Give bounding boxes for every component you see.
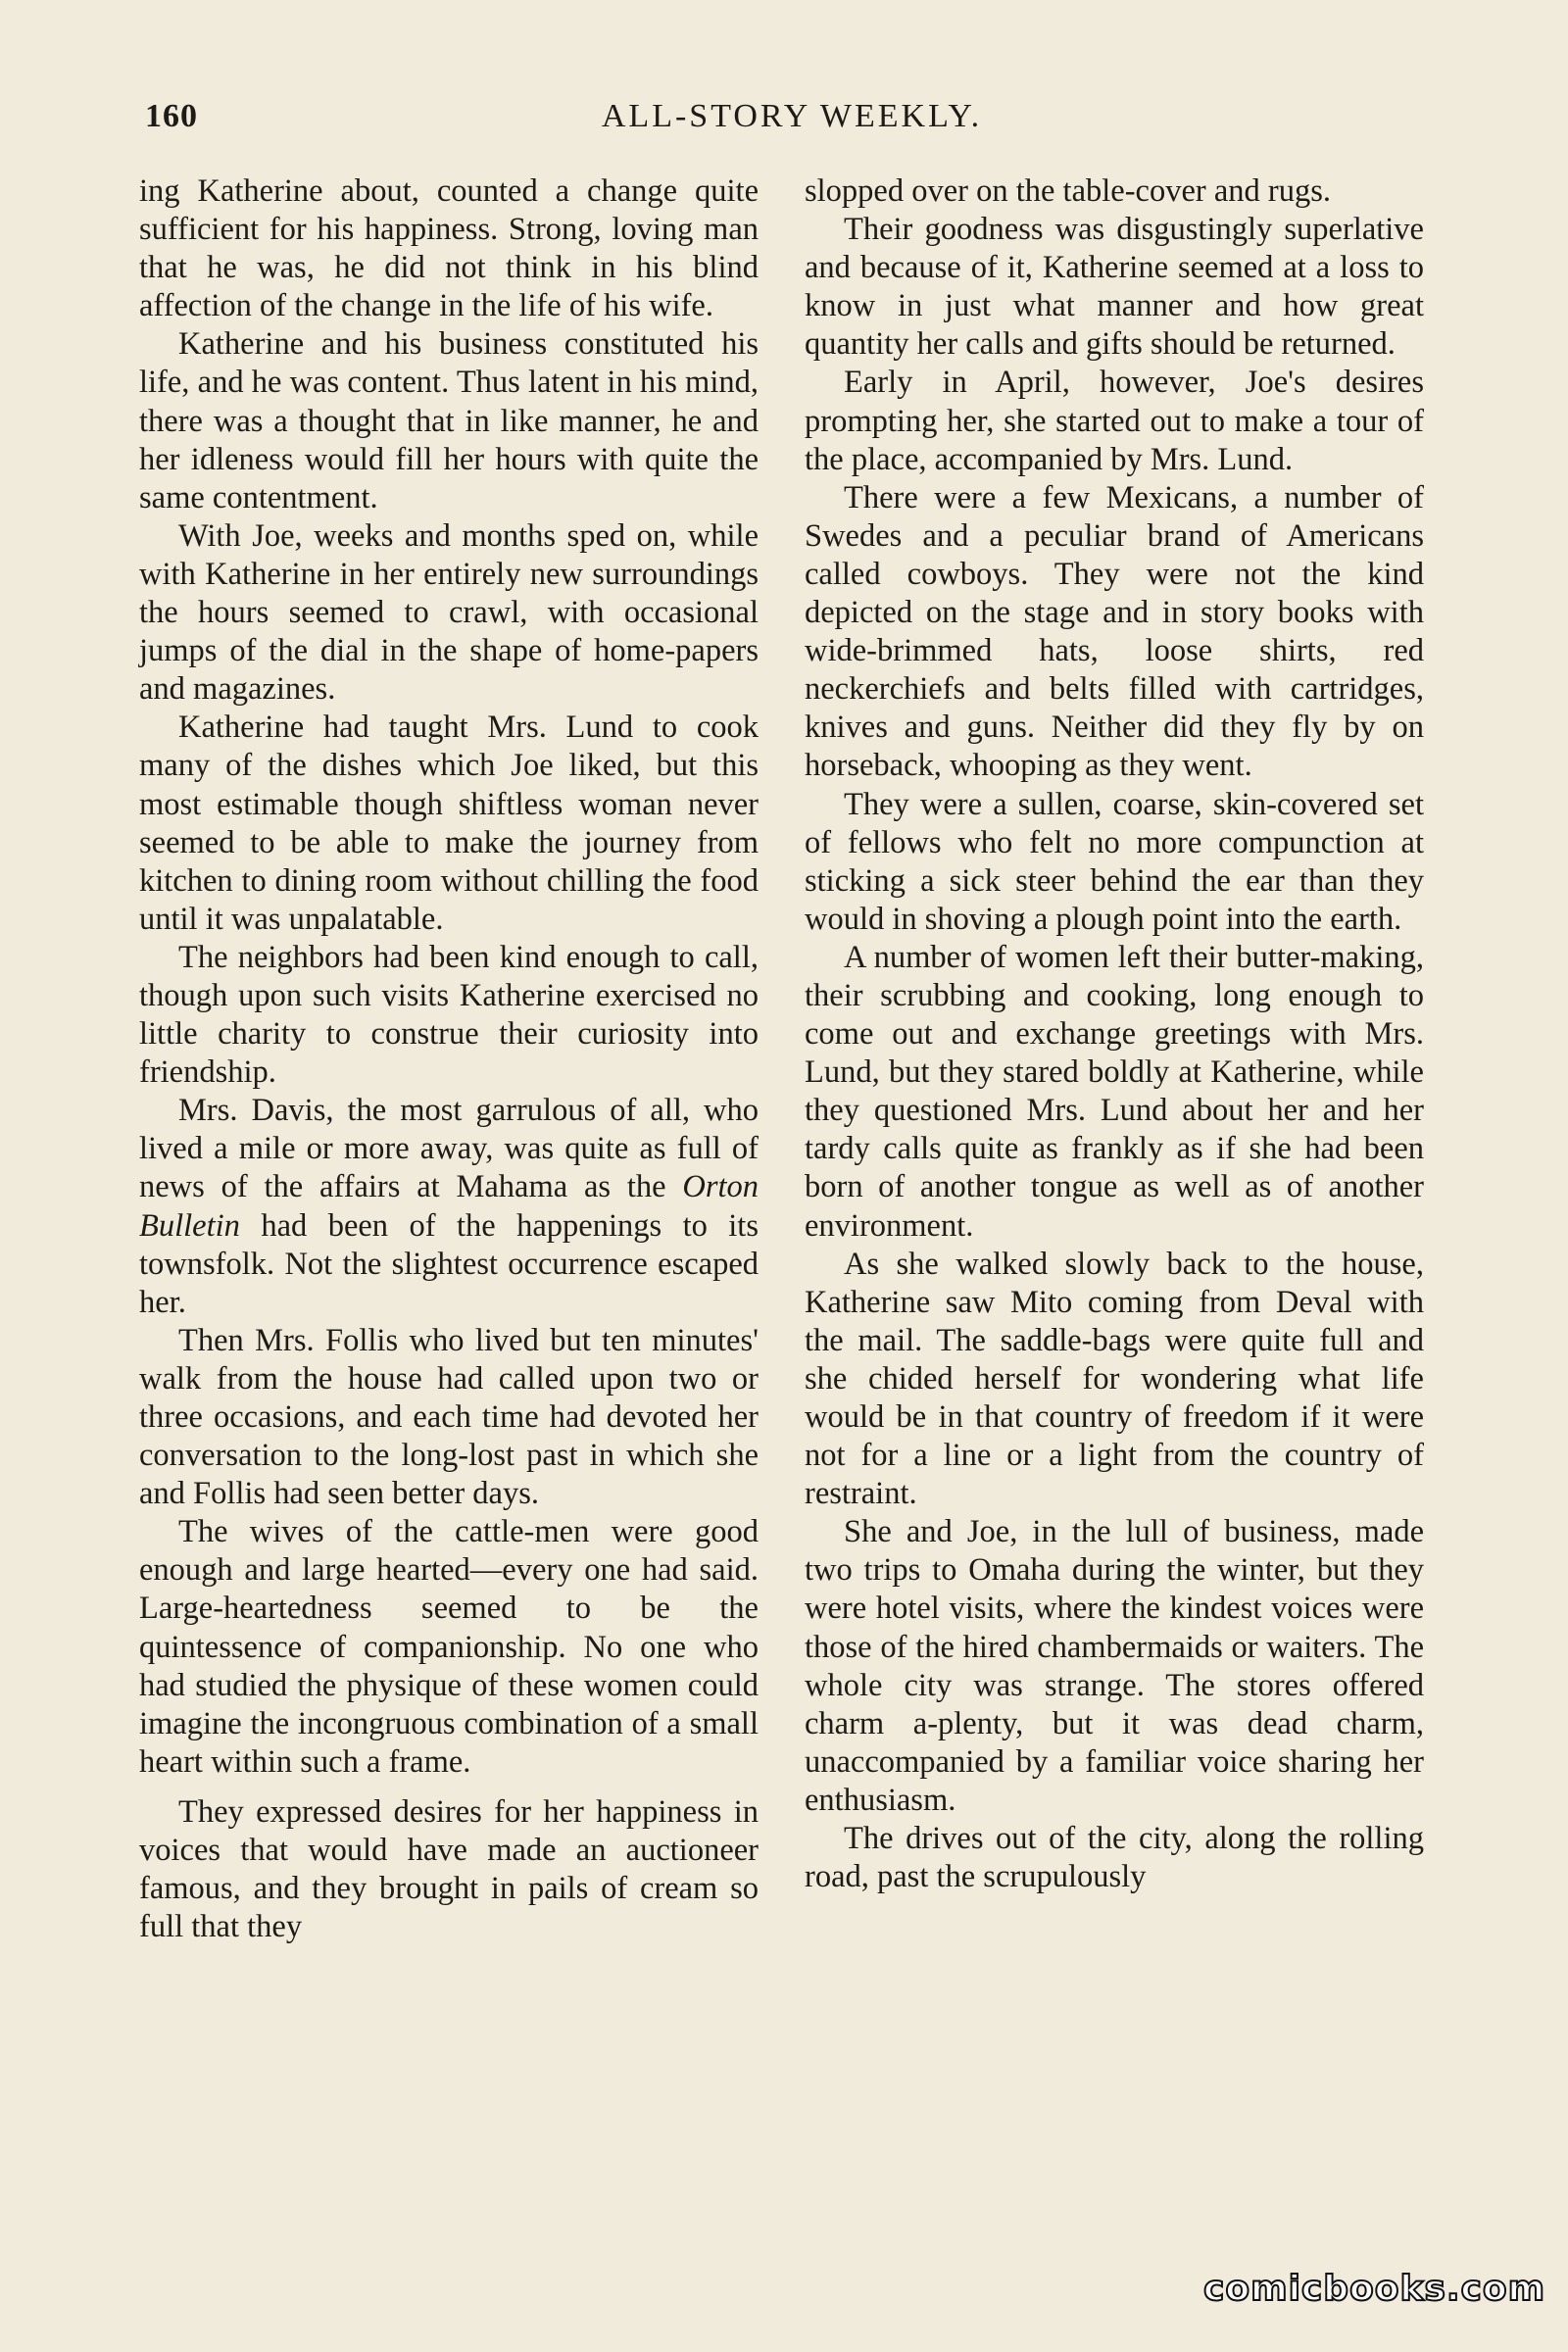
running-title: ALL-STORY WEEKLY.	[601, 98, 983, 134]
paragraph-text: Mrs. Davis, the most garrulous of all, who lived a mile or more away, was quite as full of news of the affairs at Mahama as the	[139, 1093, 759, 1205]
paragraph: Early in April, however, Joe's desires prompting her, she started out to make a tour of the place, accompanied by Mrs. Lund.	[805, 365, 1424, 477]
paragraph: As she walked slowly back to the house, Katherine saw Mito coming from Deval with the mail. The saddle-bags were quite full and she chided herself for wondering what life would be in that country of freedom if it were not for a line or a light from the country of restraint.	[805, 1246, 1424, 1512]
paragraph: slopped over on the table-cover and rugs.	[805, 173, 1331, 209]
paragraph: Katherine had taught Mrs. Lund to cook many of the dishes which Joe liked, but this most estimable though shiftless woman never seemed to be able to make the journey from kitchen to dining room without chilling the food until it was unpalatable.	[139, 710, 759, 937]
paragraph: With Joe, weeks and months sped on, while with Katherine in her entirely new surroundings the hours seemed to crawl, with occasional jumps of the dial in the shape of home-papers and magazines.	[139, 517, 759, 708]
paragraph: Their goodness was disgustingly superlative and because of it, Katherine seemed at a loss to know in just what manner and how great quantity her calls and gifts should be returned.	[805, 212, 1424, 363]
page-header	[145, 98, 1439, 147]
paragraph: The wives of the cattle-men were good enough and large hearted—every one had said. Large-heartedness seemed to be the quintessence of companionship. No one who had studied the physique of these women could imagine the incongruous combination of a small heart within such a frame.	[139, 1514, 759, 1780]
newspaper-title: Orton Bulletin	[139, 1169, 759, 1244]
paragraph: The drives out of the city, along the rolling road, past the scrupulously	[805, 1821, 1424, 1895]
left-column	[139, 172, 759, 1946]
paragraph: A number of women left their butter-making, their scrubbing and cooking, long enough to come out and exchange greetings with Mrs. Lund, but they stared boldly at Katherine, while they questioned Mrs. Lund about her and her tardy calls quite as frankly as if she had been born of another tongue as well as of another environment.	[805, 939, 1424, 1244]
paragraph: They expressed desires for her happiness in voices that would have made an auctioneer famous, and they brought in pails of cream so full that they	[139, 1793, 759, 1945]
watermark-logo: comicbooks.com	[1203, 2269, 1546, 2309]
paragraph: They were a sullen, coarse, skin-covered set of fellows who felt no more compunction at sticking a sick steer behind the ear than they would in shoving a plough point into the earth.	[805, 786, 1424, 937]
page-number: 160	[145, 98, 198, 134]
paragraph: There were a few Mexicans, a number of Swedes and a peculiar brand of Americans called cowboys. They were not the kind depicted on the stage and in story books with wide-brimmed hats, loose shirts, red neckerchiefs and belts filled with cartridges, knives and guns. Neither did they fly by on horseback, whooping as they went.	[805, 479, 1424, 784]
paragraph: Then Mrs. Follis who lived but ten minutes' walk from the house had called upon two or three occasions, and each time had devoted her conversation to the long-lost past in which she and Follis had seen better days.	[139, 1322, 759, 1512]
paragraph: The neighbors had been kind enough to call, though upon such visits Katherine exercised no little charity to construe their curiosity into friendship.	[139, 939, 759, 1091]
paragraph	[139, 1092, 759, 1322]
paragraph: Katherine and his business constituted his life, and he was content. Thus latent in his mind, there was a thought that in like manner, he and her idleness would fill her hours with quite the same contentment.	[139, 326, 759, 515]
right-column	[805, 172, 1424, 1896]
paragraph-text: had been of the happenings to its townsfolk. Not the slightest occurrence escaped her.	[139, 1207, 759, 1320]
paragraph: She and Joe, in the lull of business, made two trips to Omaha during the winter, but they were hotel visits, where the kindest voices were those of the hired chambermaids or waiters. The whole city was strange. The stores offered charm a-plenty, but it was dead charm, unaccompanied by a familiar voice sharing her enthusiasm.	[805, 1514, 1424, 1818]
paragraph: ing Katherine about, counted a change quite sufficient for his happiness. Strong, loving man that he was, he did not think in his blind affection of the change in the life of his wife.	[139, 173, 759, 324]
